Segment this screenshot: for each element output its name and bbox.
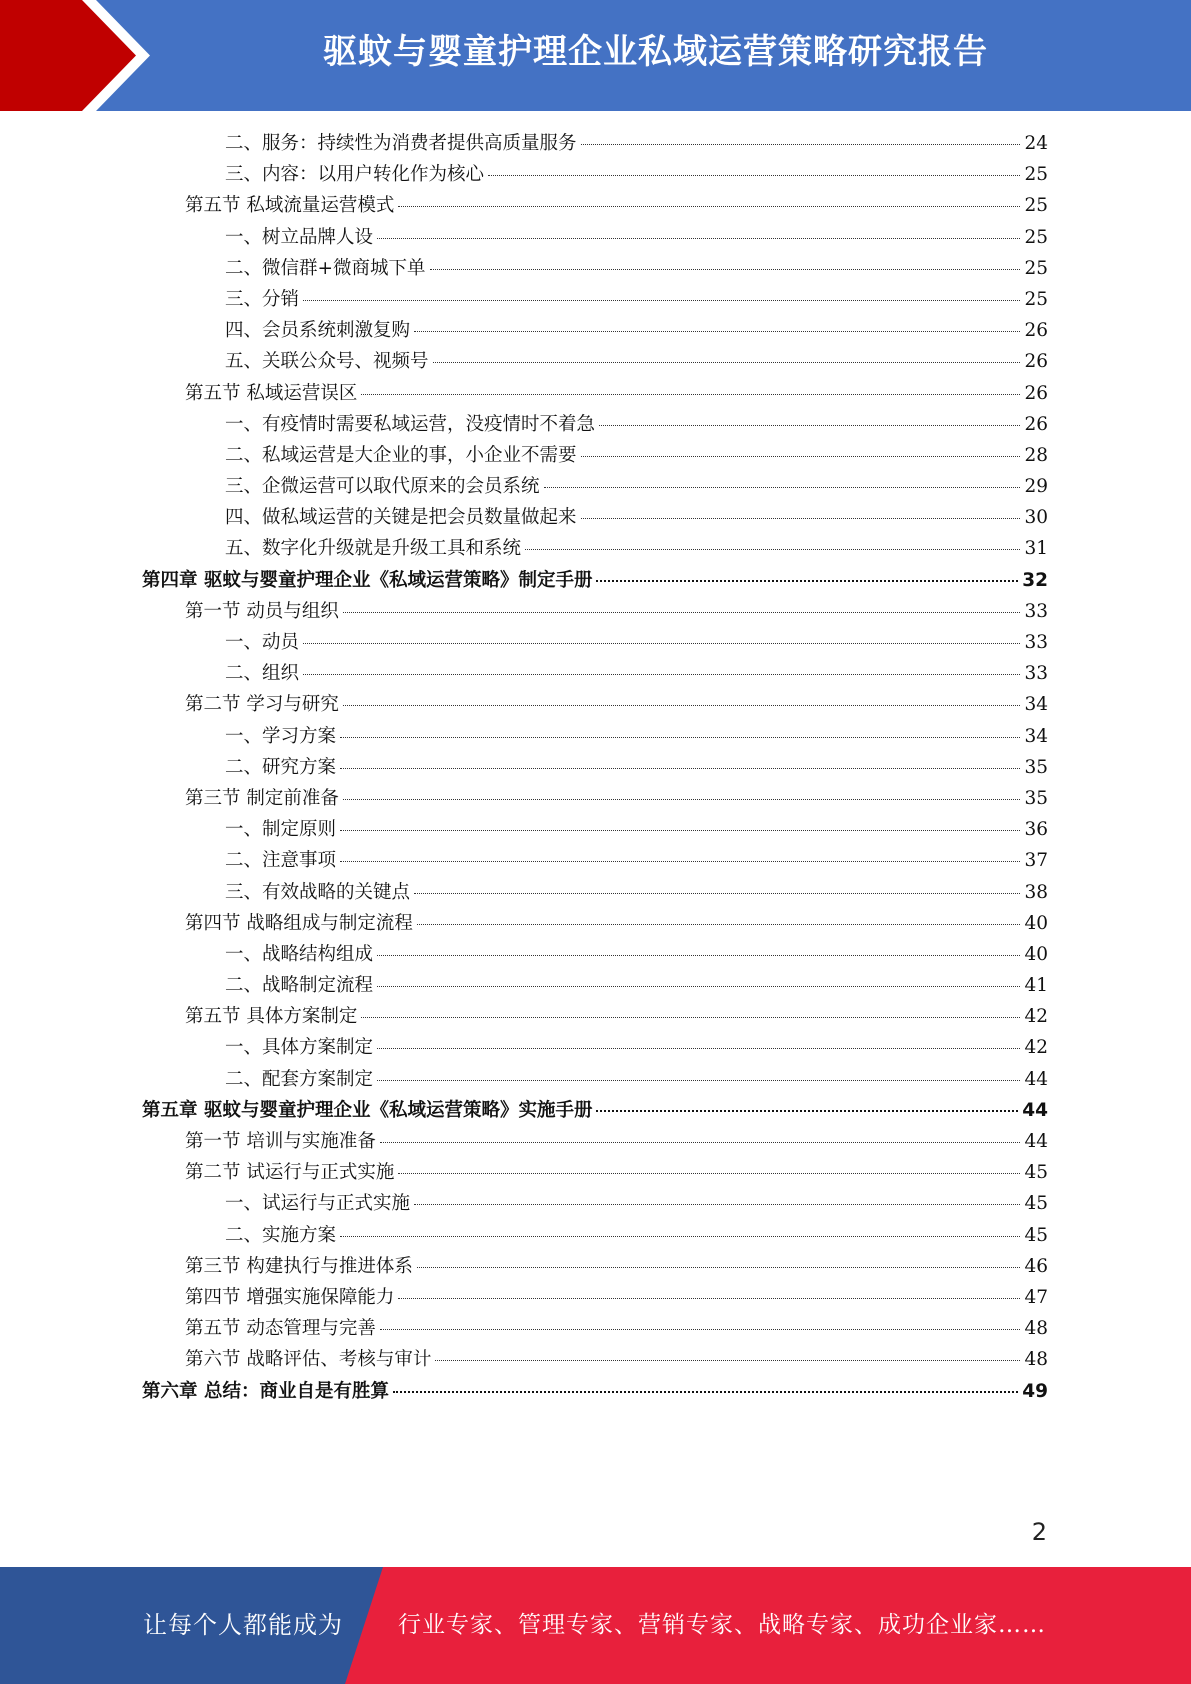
toc-section-entry[interactable] [142,689,1048,720]
toc-entry-title: 一、动员 [225,632,300,653]
toc-dot-leader [377,1048,1020,1049]
toc-dot-leader [343,612,1021,613]
toc-entry-page: 34 [1024,694,1048,716]
footer-slogan-left: 让每个人都能成为 [143,1611,343,1639]
toc-dot-leader [377,238,1020,239]
toc-entry-page: 44 [1024,1131,1048,1152]
toc-dot-leader [380,1329,1021,1330]
toc-entry-page: 45 [1024,1193,1048,1215]
toc-dot-leader [361,1017,1020,1018]
toc-dot-leader [398,1298,1020,1299]
toc-dot-leader [581,144,1021,145]
toc-entry-page: 44 [1022,1099,1048,1121]
toc-section-entry[interactable] [142,378,1048,409]
toc-entry-title: 第四节 增强实施保障能力 [185,1286,395,1308]
toc-entry-title: 二、实施方案 [225,1224,337,1246]
toc-section-entry[interactable] [142,1313,1048,1344]
toc-dot-leader [596,1110,1018,1112]
toc-entry-title: 第六节 战略评估、考核与审计 [185,1349,432,1371]
toc-dot-leader [340,737,1020,738]
toc-entry-page: 25 [1024,288,1048,310]
toc-subsection-entry[interactable] [142,471,1048,502]
toc-entry-title: 二、私域运营是大企业的事，小企业不需要 [225,444,577,466]
toc-section-entry[interactable] [142,1001,1048,1032]
toc-dot-leader [414,1204,1020,1205]
toc-entry-title: 一、学习方案 [225,725,337,747]
toc-dot-leader [544,487,1021,488]
toc-entry-title: 一、制定原则 [225,819,337,841]
toc-entry-title: 五、关联公众号、视频号 [225,351,429,373]
footer-slogan-right: 行业专家、管理专家、营销专家、战略专家、成功企业家…… [398,1612,1046,1638]
toc-subsection-entry[interactable] [142,970,1048,1001]
toc-entry-title: 第四节 战略组成与制定流程 [185,912,413,934]
toc-entry-title: 一、试运行与正式实施 [225,1193,411,1215]
toc-dot-leader [303,674,1020,675]
toc-entry-title: 第五节 私域运营误区 [185,382,358,404]
toc-dot-leader [343,705,1021,706]
toc-entry-title: 五、数字化升级就是升级工具和系统 [225,538,522,560]
toc-entry-page: 49 [1022,1380,1048,1402]
toc-entry-page: 45 [1024,1224,1048,1246]
toc-dot-leader [377,1080,1020,1081]
toc-dot-leader [398,1173,1020,1174]
toc-entry-title: 第一节 培训与实施准备 [185,1131,376,1152]
toc-subsection-entry[interactable] [142,440,1048,471]
toc-dot-leader [340,1236,1020,1237]
toc-subsection-entry[interactable] [142,1064,1048,1095]
toc-entry-page: 26 [1024,382,1048,404]
toc-entry-page: 24 [1024,133,1048,154]
toc-entry-title: 四、会员系统刺激复购 [225,320,411,342]
toc-dot-leader [414,893,1020,894]
toc-entry-page: 29 [1024,476,1048,498]
toc-dot-leader [303,643,1020,644]
toc-entry-title: 三、内容：以用户转化作为核心 [225,164,485,186]
toc-entry-page: 47 [1024,1286,1048,1308]
toc-entry-page: 25 [1024,226,1048,248]
toc-subsection-entry[interactable] [142,1220,1048,1251]
toc-section-entry[interactable] [142,1344,1048,1375]
toc-dot-leader [343,799,1021,800]
toc-entry-title: 三、分销 [225,288,300,310]
toc-entry-page: 25 [1024,257,1048,279]
toc-subsection-entry[interactable] [142,1032,1048,1063]
header-arrow-graphic [0,0,160,111]
toc-subsection-entry[interactable] [142,409,1048,440]
toc-entry-title: 三、有效战略的关键点 [225,881,411,903]
toc-dot-leader [340,861,1020,862]
toc-chapter-entry[interactable] [142,1376,1048,1407]
toc-entry-page: 26 [1024,351,1048,373]
header-arrow-red [0,0,136,111]
toc-section-entry[interactable] [142,1251,1048,1282]
toc-section-entry[interactable] [142,190,1048,221]
toc-subsection-entry[interactable] [142,752,1048,783]
toc-entry-page: 25 [1024,164,1048,186]
table-of-contents [142,128,1048,1407]
toc-subsection-entry[interactable] [142,533,1048,564]
toc-section-entry[interactable] [142,1126,1048,1157]
toc-entry-title: 第一节 动员与组织 [185,600,339,622]
toc-subsection-entry[interactable] [142,159,1048,190]
toc-entry-title: 第五章 驱蚊与婴童护理企业《私域运营策略》实施手册 [142,1099,593,1121]
footer-banner [0,1567,1191,1684]
toc-entry-page: 28 [1024,444,1048,466]
toc-dot-leader [433,362,1021,363]
toc-entry-page: 40 [1024,912,1048,934]
toc-entry-title: 二、微信群+微商城下单 [225,257,426,279]
toc-entry-title: 第五节 动态管理与完善 [185,1318,376,1340]
toc-entry-page: 48 [1024,1349,1048,1371]
toc-dot-leader [340,768,1020,769]
toc-entry-title: 第二节 试运行与正式实施 [185,1162,395,1184]
toc-entry-page: 45 [1024,1162,1048,1184]
toc-entry-title: 一、树立品牌人设 [225,226,374,248]
toc-entry-page: 26 [1024,413,1048,435]
toc-subsection-entry[interactable] [142,1188,1048,1219]
toc-dot-leader [599,425,1020,426]
toc-section-entry[interactable] [142,1157,1048,1188]
toc-entry-page: 40 [1024,943,1048,965]
report-title: 驱蚊与婴童护理企业私域运营策略研究报告 [323,32,988,72]
toc-dot-leader [377,986,1020,987]
toc-dot-leader [414,331,1020,332]
toc-entry-page: 32 [1022,569,1048,591]
toc-entry-page: 31 [1024,538,1048,560]
toc-subsection-entry[interactable] [142,315,1048,346]
toc-entry-page: 48 [1024,1318,1048,1340]
toc-entry-page: 26 [1024,320,1048,342]
toc-dot-leader [398,206,1020,207]
toc-dot-leader [380,1142,1021,1143]
toc-entry-page: 38 [1024,881,1048,903]
toc-subsection-entry[interactable] [142,721,1048,752]
toc-subsection-entry[interactable] [142,346,1048,377]
toc-subsection-entry[interactable] [142,939,1048,970]
toc-entry-title: 第二节 学习与研究 [185,694,339,716]
toc-entry-title: 第四章 驱蚊与婴童护理企业《私域运营策略》制定手册 [142,569,593,591]
toc-dot-leader [435,1360,1020,1361]
toc-dot-leader [525,549,1020,550]
toc-entry-page: 36 [1024,819,1048,841]
toc-dot-leader [361,394,1020,395]
toc-subsection-entry[interactable] [142,877,1048,908]
toc-entry-page: 37 [1024,850,1048,872]
toc-entry-page: 34 [1024,725,1048,747]
toc-entry-title: 二、战略制定流程 [225,975,374,997]
toc-entry-page: 42 [1024,1006,1048,1028]
toc-dot-leader [488,175,1020,176]
toc-dot-leader [393,1391,1018,1393]
toc-entry-title: 一、有疫情时需要私域运营，没疫情时不着急 [225,413,596,435]
toc-section-entry[interactable] [142,908,1048,939]
toc-dot-leader [417,924,1021,925]
toc-entry-title: 二、注意事项 [225,850,337,872]
toc-dot-leader [581,518,1021,519]
toc-entry-title: 一、具体方案制定 [225,1037,374,1059]
toc-entry-title: 三、企微运营可以取代原来的会员系统 [225,476,540,498]
toc-entry-page: 44 [1024,1068,1048,1090]
toc-section-entry[interactable] [142,1282,1048,1313]
toc-subsection-entry[interactable] [142,222,1048,253]
page-number: 2 [1031,1518,1047,1546]
toc-entry-title: 二、服务：持续性为消费者提供高质量服务 [225,133,577,154]
toc-subsection-entry[interactable] [142,627,1048,658]
toc-entry-title: 二、配套方案制定 [225,1068,374,1090]
toc-entry-page: 35 [1024,756,1048,778]
toc-entry-title: 四、做私域运营的关键是把会员数量做起来 [225,507,577,529]
toc-chapter-entry[interactable] [142,1095,1048,1126]
toc-entry-title: 第三节 制定前准备 [185,787,339,809]
toc-subsection-entry[interactable] [142,253,1048,284]
toc-entry-page: 25 [1024,195,1048,217]
toc-entry-title: 二、研究方案 [225,756,337,778]
toc-entry-page: 33 [1024,632,1048,653]
toc-dot-leader [596,580,1018,582]
toc-subsection-entry[interactable] [142,128,1048,159]
toc-entry-title: 二、组织 [225,663,300,685]
toc-entry-title: 第三节 构建执行与推进体系 [185,1255,413,1277]
toc-subsection-entry[interactable] [142,814,1048,845]
toc-subsection-entry[interactable] [142,502,1048,533]
toc-dot-leader [377,955,1020,956]
header-banner [0,0,1191,111]
toc-entry-title: 第六章 总结：商业自是有胜算 [142,1380,389,1402]
toc-entry-page: 41 [1024,975,1048,997]
toc-dot-leader [303,300,1020,301]
toc-dot-leader [581,456,1021,457]
toc-section-entry[interactable] [142,596,1048,627]
toc-entry-title: 第五节 具体方案制定 [185,1006,358,1028]
toc-section-entry[interactable] [142,783,1048,814]
toc-dot-leader [340,830,1020,831]
toc-entry-title: 一、战略结构组成 [225,943,374,965]
toc-entry-page: 46 [1024,1255,1048,1277]
toc-subsection-entry[interactable] [142,284,1048,315]
toc-chapter-entry[interactable] [142,565,1048,596]
toc-entry-page: 33 [1024,600,1048,622]
toc-entry-page: 35 [1024,787,1048,809]
toc-entry-title: 第五节 私域流量运营模式 [185,195,395,217]
toc-dot-leader [417,1267,1021,1268]
toc-entry-page: 33 [1024,663,1048,685]
toc-subsection-entry[interactable] [142,845,1048,876]
toc-dot-leader [430,269,1021,270]
toc-entry-page: 30 [1024,507,1048,529]
toc-subsection-entry[interactable] [142,658,1048,689]
toc-entry-page: 42 [1024,1037,1048,1059]
